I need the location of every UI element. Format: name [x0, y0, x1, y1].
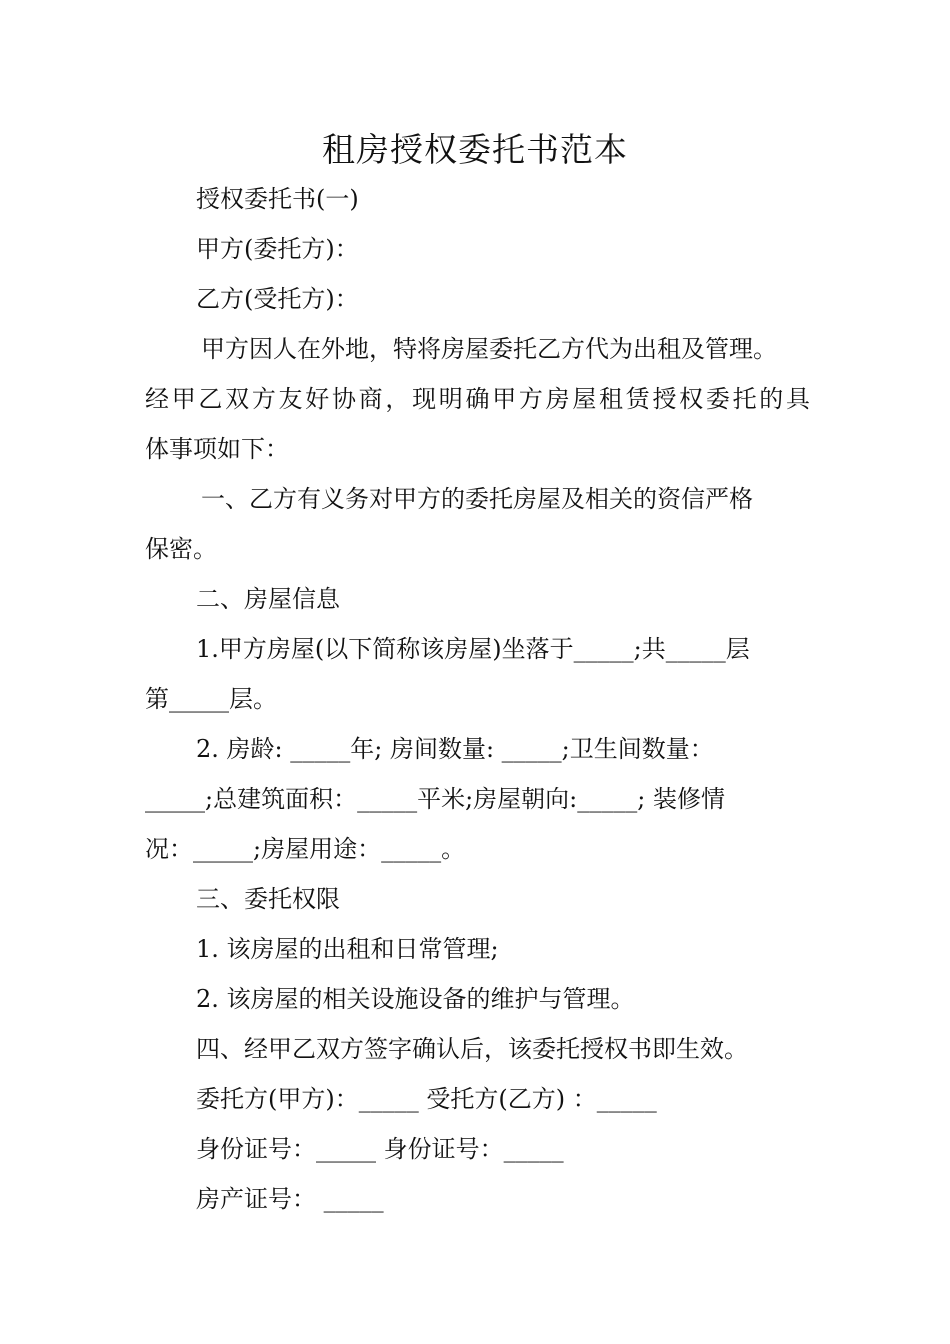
paragraph-line: 体事项如下：: [145, 435, 289, 463]
clause-line: 保密。: [145, 535, 217, 563]
section-heading: 三、委托权限: [196, 885, 340, 913]
clause-line: 1.甲方房屋(以下简称该房屋)坐落于_____;共_____层: [196, 635, 750, 663]
section-heading: 四、经甲乙双方签字确认后，该委托授权书即生效。: [196, 1035, 748, 1063]
clause-line: 况：_____;房屋用途：_____。: [145, 835, 466, 863]
clause-line: 第_____层。: [145, 685, 277, 713]
list-item: 1. 该房屋的出租和日常管理;: [196, 935, 499, 963]
section-heading: 授权委托书(一): [196, 185, 359, 213]
document-title: 租房授权委托书范本: [322, 130, 628, 169]
property-certificate-line: 房产证号： _____: [196, 1185, 384, 1213]
clause-line: _____;总建筑面积：_____平米;房屋朝向:_____; 装修情: [145, 785, 725, 813]
id-number-line: 身份证号：_____ 身份证号：_____: [196, 1135, 564, 1163]
clause-line: 一、乙方有义务对甲方的委托房屋及相关的资信严格: [201, 485, 753, 513]
paragraph-line: 甲方因人在外地，特将房屋委托乙方代为出租及管理。: [201, 335, 777, 363]
document-body: [145, 174, 810, 1224]
party-b-label: 乙方(受托方)：: [196, 285, 359, 313]
clause-line: 2. 房龄: _____年; 房间数量: _____;卫生间数量：: [196, 735, 714, 763]
signature-line: 委托方(甲方)：_____ 受托方(乙方) ：_____: [196, 1085, 657, 1113]
list-item: 2. 该房屋的相关设施设备的维护与管理。: [196, 985, 635, 1013]
section-heading: 二、房屋信息: [196, 585, 340, 613]
paragraph-line: 经甲乙双方友好协商，现明确甲方房屋租赁授权委托的具: [145, 385, 810, 413]
party-a-label: 甲方(委托方)：: [196, 235, 359, 263]
